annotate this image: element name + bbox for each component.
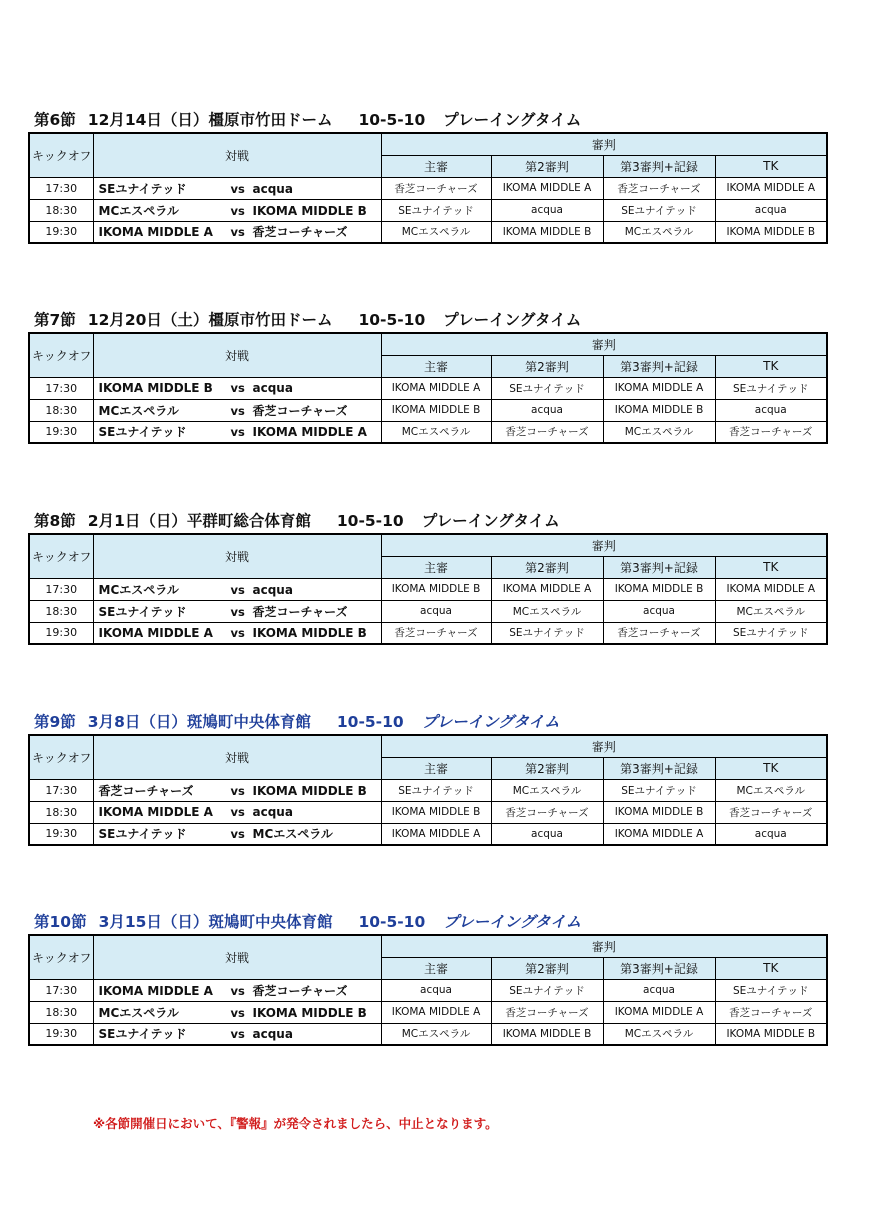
kickoff-time: 17:30: [29, 779, 93, 801]
kickoff-time: 19:30: [29, 622, 93, 644]
cancellation-notice: ※各節開催日において、『警報』が発令されましたら、中止となります。: [93, 1116, 498, 1131]
round-date: 3月15日（日）: [98, 913, 209, 931]
home-team: MCエスペラル: [98, 403, 179, 418]
referee-cell: 香芝コーチャーズ: [603, 177, 715, 199]
referee-cell: IKOMA MIDDLE A: [603, 823, 715, 845]
round-section-7: [28, 308, 826, 444]
match-cell: [93, 1023, 381, 1045]
match-cell: [93, 1001, 381, 1023]
match-table: [28, 132, 828, 244]
round-heading: [28, 710, 826, 734]
match-header: 対戦: [93, 333, 381, 377]
round-date: 12月20日（土）: [87, 311, 209, 329]
referee-cell: acqua: [491, 399, 603, 421]
round-format: 10-5-10: [336, 713, 404, 731]
referee-cell: acqua: [491, 823, 603, 845]
referee-cell: IKOMA MIDDLE B: [603, 801, 715, 823]
vs-label: vs: [230, 582, 245, 597]
role-header: 第3審判+記録: [603, 757, 715, 779]
vs-label: vs: [230, 783, 245, 798]
kickoff-time: 18:30: [29, 399, 93, 421]
referee-cell: 香芝コーチャーズ: [381, 622, 491, 644]
role-header: 第2審判: [491, 556, 603, 578]
round-number: 第6節: [34, 111, 76, 129]
round-heading: [28, 308, 826, 332]
match-cell: [93, 399, 381, 421]
referee-cell: IKOMA MIDDLE B: [381, 578, 491, 600]
vs-label: vs: [230, 625, 245, 640]
home-team: IKOMA MIDDLE B: [98, 381, 213, 395]
referee-cell: IKOMA MIDDLE A: [603, 1001, 715, 1023]
referee-cell: 香芝コーチャーズ: [381, 177, 491, 199]
referee-cell: SEユナイテッド: [603, 199, 715, 221]
kickoff-time: 19:30: [29, 1023, 93, 1045]
match-cell: [93, 377, 381, 399]
referee-cell: IKOMA MIDDLE A: [381, 377, 491, 399]
referee-cell: 香芝コーチャーズ: [715, 421, 827, 443]
match-cell: [93, 823, 381, 845]
referee-cell: IKOMA MIDDLE A: [381, 1001, 491, 1023]
home-team: MCエスペラル: [98, 1005, 179, 1020]
match-cell: [93, 622, 381, 644]
referee-cell: IKOMA MIDDLE A: [381, 823, 491, 845]
referee-cell: SEユナイテッド: [603, 779, 715, 801]
role-header: TK: [715, 757, 827, 779]
kickoff-header: キックオフ: [29, 333, 93, 377]
round-heading: [28, 108, 826, 132]
home-team: IKOMA MIDDLE A: [98, 225, 213, 240]
home-team: SEユナイテッド: [98, 604, 187, 619]
referee-cell: acqua: [715, 199, 827, 221]
round-format: 10-5-10: [358, 913, 426, 931]
vs-label: vs: [230, 181, 245, 196]
kickoff-time: 17:30: [29, 377, 93, 399]
kickoff-header: キックオフ: [29, 133, 93, 177]
referee-cell: acqua: [715, 823, 827, 845]
match-table: [28, 533, 828, 645]
table-row: [29, 421, 827, 443]
match-header: 対戦: [93, 935, 381, 979]
role-header: 第3審判+記録: [603, 957, 715, 979]
referee-cell: 香芝コーチャーズ: [715, 801, 827, 823]
table-row: [29, 399, 827, 421]
kickoff-time: 18:30: [29, 801, 93, 823]
kickoff-time: 19:30: [29, 221, 93, 243]
kickoff-time: 19:30: [29, 823, 93, 845]
table-row: [29, 177, 827, 199]
table-row: [29, 1001, 827, 1023]
vs-label: vs: [230, 403, 245, 418]
table-row: [29, 221, 827, 243]
match-cell: [93, 600, 381, 622]
referee-cell: MCエスペラル: [491, 779, 603, 801]
playing-time-label: プレーイングタイム: [443, 311, 582, 329]
kickoff-time: 17:30: [29, 578, 93, 600]
referee-cell: IKOMA MIDDLE B: [715, 221, 827, 243]
vs-label: vs: [230, 1027, 245, 1042]
referee-cell: acqua: [715, 399, 827, 421]
home-team: SEユナイテッド: [98, 181, 187, 196]
home-team: MCエスペラル: [98, 203, 179, 218]
vs-label: vs: [230, 225, 245, 240]
referee-cell: SEユナイテッド: [381, 779, 491, 801]
vs-label: vs: [230, 381, 245, 395]
home-team: IKOMA MIDDLE A: [98, 983, 213, 998]
away-team: acqua: [252, 582, 293, 597]
kickoff-header: キックオフ: [29, 935, 93, 979]
away-team: acqua: [252, 1027, 293, 1042]
referee-cell: acqua: [603, 979, 715, 1001]
match-header: 対戦: [93, 735, 381, 779]
referee-cell: IKOMA MIDDLE A: [715, 578, 827, 600]
home-team: SEユナイテッド: [98, 425, 187, 440]
match-cell: [93, 421, 381, 443]
table-row: [29, 578, 827, 600]
round-heading: [28, 509, 826, 533]
referee-cell: MCエスペラル: [715, 779, 827, 801]
referee-cell: IKOMA MIDDLE A: [491, 177, 603, 199]
role-header: TK: [715, 355, 827, 377]
vs-label: vs: [230, 827, 245, 842]
referee-cell: IKOMA MIDDLE B: [603, 399, 715, 421]
referee-cell: IKOMA MIDDLE A: [491, 578, 603, 600]
match-cell: [93, 199, 381, 221]
role-header: 第2審判: [491, 155, 603, 177]
match-cell: [93, 177, 381, 199]
table-row: [29, 199, 827, 221]
role-header: 主審: [381, 355, 491, 377]
referee-cell: MCエスペラル: [715, 600, 827, 622]
vs-label: vs: [230, 425, 245, 440]
role-header: TK: [715, 155, 827, 177]
round-number: 第9節: [34, 713, 76, 731]
referees-header: 審判: [381, 133, 827, 155]
kickoff-time: 18:30: [29, 600, 93, 622]
round-venue: 橿原市竹田ドーム: [208, 311, 333, 329]
referee-cell: MCエスペラル: [491, 600, 603, 622]
referee-cell: IKOMA MIDDLE B: [491, 221, 603, 243]
round-venue: 橿原市竹田ドーム: [208, 111, 333, 129]
playing-time-label: プレーイングタイム: [421, 713, 560, 731]
referee-cell: SEユナイテッド: [491, 377, 603, 399]
referee-cell: SEユナイテッド: [715, 377, 827, 399]
vs-label: vs: [230, 983, 245, 998]
away-team: IKOMA MIDDLE A: [252, 425, 367, 440]
kickoff-time: 17:30: [29, 979, 93, 1001]
away-team: 香芝コーチャーズ: [252, 225, 348, 240]
role-header: 主審: [381, 155, 491, 177]
referee-cell: SEユナイテッド: [491, 622, 603, 644]
away-team: acqua: [252, 381, 293, 395]
round-number: 第8節: [34, 512, 76, 530]
referee-cell: acqua: [381, 979, 491, 1001]
kickoff-time: 19:30: [29, 421, 93, 443]
round-venue: 斑鳩町中央体育館: [186, 713, 311, 731]
round-heading: [28, 910, 826, 934]
match-cell: [93, 979, 381, 1001]
away-team: IKOMA MIDDLE B: [252, 783, 367, 798]
match-table: [28, 734, 828, 846]
vs-label: vs: [230, 1005, 245, 1020]
referee-cell: IKOMA MIDDLE B: [603, 578, 715, 600]
home-team: MCエスペラル: [98, 582, 179, 597]
referees-header: 審判: [381, 534, 827, 556]
away-team: MCエスペラル: [252, 827, 333, 842]
home-team: SEユナイテッド: [98, 827, 187, 842]
round-section-8: [28, 509, 826, 645]
away-team: acqua: [252, 805, 293, 819]
playing-time-label: プレーイングタイム: [443, 913, 582, 931]
referee-cell: SEユナイテッド: [715, 622, 827, 644]
role-header: 第2審判: [491, 757, 603, 779]
role-header: 第2審判: [491, 355, 603, 377]
kickoff-time: 18:30: [29, 199, 93, 221]
role-header: 主審: [381, 556, 491, 578]
kickoff-header: キックオフ: [29, 534, 93, 578]
table-row: [29, 779, 827, 801]
table-row: [29, 622, 827, 644]
referees-header: 審判: [381, 333, 827, 355]
round-date: 2月1日（日）: [87, 512, 187, 530]
role-header: TK: [715, 957, 827, 979]
referee-cell: IKOMA MIDDLE B: [381, 801, 491, 823]
round-format: 10-5-10: [358, 311, 426, 329]
table-row: [29, 979, 827, 1001]
referee-cell: 香芝コーチャーズ: [491, 1001, 603, 1023]
role-header: 第3審判+記録: [603, 355, 715, 377]
referee-cell: SEユナイテッド: [715, 979, 827, 1001]
referee-cell: MCエスペラル: [381, 221, 491, 243]
referee-cell: IKOMA MIDDLE B: [491, 1023, 603, 1045]
round-format: 10-5-10: [336, 512, 404, 530]
referee-cell: IKOMA MIDDLE A: [715, 177, 827, 199]
referee-cell: acqua: [491, 199, 603, 221]
referee-cell: MCエスペラル: [381, 1023, 491, 1045]
home-team: IKOMA MIDDLE A: [98, 805, 213, 819]
playing-time-label: プレーイングタイム: [443, 111, 582, 129]
referee-cell: IKOMA MIDDLE B: [715, 1023, 827, 1045]
round-format: 10-5-10: [358, 111, 426, 129]
table-row: [29, 801, 827, 823]
away-team: IKOMA MIDDLE B: [252, 625, 367, 640]
round-venue: 平群町総合体育館: [186, 512, 311, 530]
referee-cell: MCエスペラル: [603, 221, 715, 243]
table-row: [29, 600, 827, 622]
referee-cell: acqua: [381, 600, 491, 622]
referee-cell: MCエスペラル: [603, 421, 715, 443]
round-date: 12月14日（日）: [87, 111, 209, 129]
kickoff-time: 18:30: [29, 1001, 93, 1023]
round-venue: 斑鳩町中央体育館: [208, 913, 333, 931]
home-team: 香芝コーチャーズ: [98, 783, 194, 798]
away-team: acqua: [252, 181, 293, 196]
round-number: 第10節: [34, 913, 87, 931]
home-team: SEユナイテッド: [98, 1027, 187, 1042]
away-team: 香芝コーチャーズ: [252, 604, 348, 619]
table-row: [29, 823, 827, 845]
referee-cell: 香芝コーチャーズ: [491, 421, 603, 443]
home-team: IKOMA MIDDLE A: [98, 625, 213, 640]
match-cell: [93, 578, 381, 600]
match-cell: [93, 779, 381, 801]
referee-cell: MCエスペラル: [603, 1023, 715, 1045]
playing-time-label: プレーイングタイム: [421, 512, 560, 530]
away-team: IKOMA MIDDLE B: [252, 1005, 367, 1020]
match-cell: [93, 221, 381, 243]
vs-label: vs: [230, 203, 245, 218]
referee-cell: acqua: [603, 600, 715, 622]
match-header: 対戦: [93, 534, 381, 578]
role-header: TK: [715, 556, 827, 578]
role-header: 第3審判+記録: [603, 556, 715, 578]
referee-cell: SEユナイテッド: [381, 199, 491, 221]
match-table: [28, 332, 828, 444]
round-number: 第7節: [34, 311, 76, 329]
referee-cell: MCエスペラル: [381, 421, 491, 443]
match-cell: [93, 801, 381, 823]
referee-cell: 香芝コーチャーズ: [491, 801, 603, 823]
table-row: [29, 1023, 827, 1045]
role-header: 主審: [381, 957, 491, 979]
role-header: 第3審判+記録: [603, 155, 715, 177]
round-section-6: [28, 108, 826, 244]
table-row: [29, 377, 827, 399]
role-header: 主審: [381, 757, 491, 779]
kickoff-time: 17:30: [29, 177, 93, 199]
referee-cell: 香芝コーチャーズ: [715, 1001, 827, 1023]
referee-cell: SEユナイテッド: [491, 979, 603, 1001]
away-team: 香芝コーチャーズ: [252, 983, 348, 998]
vs-label: vs: [230, 805, 245, 819]
referee-cell: 香芝コーチャーズ: [603, 622, 715, 644]
vs-label: vs: [230, 604, 245, 619]
referee-cell: IKOMA MIDDLE A: [603, 377, 715, 399]
role-header: 第2審判: [491, 957, 603, 979]
match-table: [28, 934, 828, 1046]
referee-cell: IKOMA MIDDLE B: [381, 399, 491, 421]
round-section-9: [28, 710, 826, 846]
kickoff-header: キックオフ: [29, 735, 93, 779]
away-team: 香芝コーチャーズ: [252, 403, 348, 418]
away-team: IKOMA MIDDLE B: [252, 203, 367, 218]
referees-header: 審判: [381, 935, 827, 957]
match-header: 対戦: [93, 133, 381, 177]
referees-header: 審判: [381, 735, 827, 757]
round-date: 3月8日（日）: [87, 713, 187, 731]
round-section-10: [28, 910, 826, 1046]
